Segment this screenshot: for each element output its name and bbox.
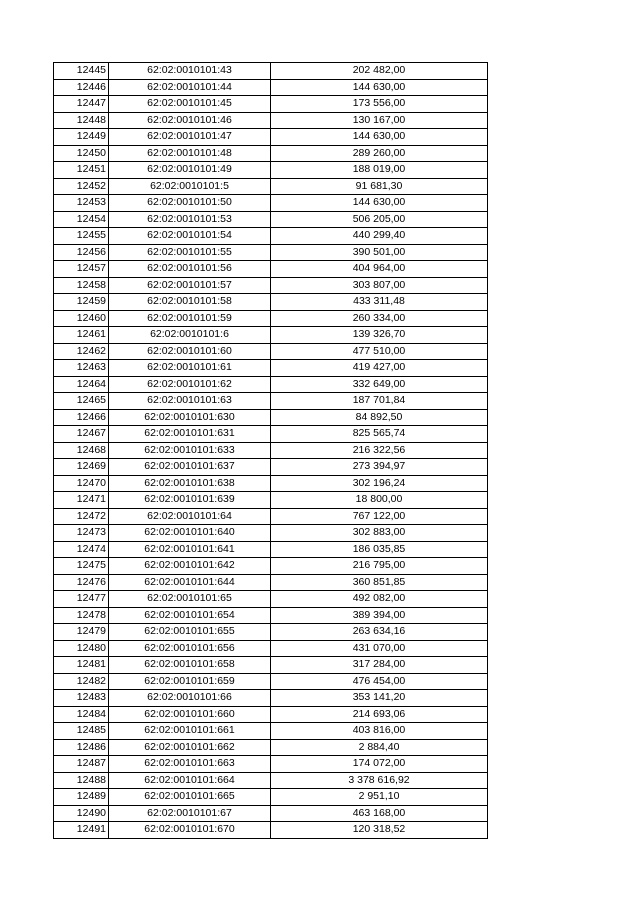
cadastral-number-cell: 62:02:0010101:57 <box>109 277 271 294</box>
table-row <box>54 690 488 707</box>
cadastral-number-cell: 62:02:0010101:64 <box>109 508 271 525</box>
row-number-cell: 12456 <box>54 244 109 261</box>
cadastral-number-cell: 62:02:0010101:43 <box>109 63 271 80</box>
table-row <box>54 723 488 740</box>
cadastral-number-cell: 62:02:0010101:66 <box>109 690 271 707</box>
row-number-cell: 12462 <box>54 343 109 360</box>
row-number-cell: 12473 <box>54 525 109 542</box>
cadastral-value-cell: 263 634,16 <box>271 624 488 641</box>
table-row <box>54 706 488 723</box>
table-row <box>54 393 488 410</box>
cadastral-number-cell: 62:02:0010101:631 <box>109 426 271 443</box>
cadastral-value-cell: 767 122,00 <box>271 508 488 525</box>
row-number-cell: 12455 <box>54 228 109 245</box>
row-number-cell: 12454 <box>54 211 109 228</box>
table-row <box>54 211 488 228</box>
row-number-cell: 12451 <box>54 162 109 179</box>
table-row <box>54 459 488 476</box>
table-row <box>54 607 488 624</box>
cadastral-value-cell: 188 019,00 <box>271 162 488 179</box>
cadastral-number-cell: 62:02:0010101:638 <box>109 475 271 492</box>
cadastral-number-cell: 62:02:0010101:659 <box>109 673 271 690</box>
table-row <box>54 739 488 756</box>
cadastral-value-cell: 216 795,00 <box>271 558 488 575</box>
cadastral-value-cell: 433 311,48 <box>271 294 488 311</box>
table-row <box>54 756 488 773</box>
cadastral-value-cell: 476 454,00 <box>271 673 488 690</box>
row-number-cell: 12447 <box>54 96 109 113</box>
cadastral-value-cell: 144 630,00 <box>271 79 488 96</box>
table-row <box>54 244 488 261</box>
table-row <box>54 789 488 806</box>
row-number-cell: 12480 <box>54 640 109 657</box>
row-number-cell: 12467 <box>54 426 109 443</box>
cadastral-value-cell: 477 510,00 <box>271 343 488 360</box>
table-row <box>54 657 488 674</box>
row-number-cell: 12475 <box>54 558 109 575</box>
table-row <box>54 673 488 690</box>
cadastral-number-cell: 62:02:0010101:654 <box>109 607 271 624</box>
cadastral-number-cell: 62:02:0010101:65 <box>109 591 271 608</box>
table-row <box>54 591 488 608</box>
row-number-cell: 12460 <box>54 310 109 327</box>
cadastral-number-cell: 62:02:0010101:664 <box>109 772 271 789</box>
cadastral-number-cell: 62:02:0010101:53 <box>109 211 271 228</box>
cadastral-value-cell: 463 168,00 <box>271 805 488 822</box>
row-number-cell: 12459 <box>54 294 109 311</box>
row-number-cell: 12463 <box>54 360 109 377</box>
row-number-cell: 12477 <box>54 591 109 608</box>
cadastral-number-cell: 62:02:0010101:48 <box>109 145 271 162</box>
row-number-cell: 12470 <box>54 475 109 492</box>
row-number-cell: 12485 <box>54 723 109 740</box>
cadastral-number-cell: 62:02:0010101:655 <box>109 624 271 641</box>
cadastral-value-cell: 186 035,85 <box>271 541 488 558</box>
cadastral-value-cell: 2 884,40 <box>271 739 488 756</box>
cadastral-number-cell: 62:02:0010101:661 <box>109 723 271 740</box>
cadastral-value-cell: 144 630,00 <box>271 129 488 146</box>
cadastral-value-cell: 289 260,00 <box>271 145 488 162</box>
cadastral-number-cell: 62:02:0010101:640 <box>109 525 271 542</box>
cadastral-value-cell: 403 816,00 <box>271 723 488 740</box>
cadastral-value-cell: 303 807,00 <box>271 277 488 294</box>
table-row <box>54 360 488 377</box>
row-number-cell: 12472 <box>54 508 109 525</box>
table-row <box>54 376 488 393</box>
table-row <box>54 277 488 294</box>
cadastral-value-cell: 2 951,10 <box>271 789 488 806</box>
cadastral-number-cell: 62:02:0010101:63 <box>109 393 271 410</box>
cadastral-value-cell: 492 082,00 <box>271 591 488 608</box>
cadastral-number-cell: 62:02:0010101:644 <box>109 574 271 591</box>
cadastral-value-cell: 302 883,00 <box>271 525 488 542</box>
cadastral-number-cell: 62:02:0010101:62 <box>109 376 271 393</box>
cadastral-number-cell: 62:02:0010101:59 <box>109 310 271 327</box>
cadastral-value-cell: 260 334,00 <box>271 310 488 327</box>
row-number-cell: 12464 <box>54 376 109 393</box>
cadastral-value-table <box>53 62 488 839</box>
cadastral-value-cell: 174 072,00 <box>271 756 488 773</box>
cadastral-number-cell: 62:02:0010101:630 <box>109 409 271 426</box>
cadastral-number-cell: 62:02:0010101:56 <box>109 261 271 278</box>
cadastral-number-cell: 62:02:0010101:61 <box>109 360 271 377</box>
cadastral-number-cell: 62:02:0010101:656 <box>109 640 271 657</box>
row-number-cell: 12490 <box>54 805 109 822</box>
table-row <box>54 805 488 822</box>
cadastral-value-cell: 18 800,00 <box>271 492 488 509</box>
cadastral-value-cell: 273 394,97 <box>271 459 488 476</box>
cadastral-value-cell: 332 649,00 <box>271 376 488 393</box>
table-row <box>54 508 488 525</box>
row-number-cell: 12483 <box>54 690 109 707</box>
row-number-cell: 12474 <box>54 541 109 558</box>
cadastral-value-cell: 173 556,00 <box>271 96 488 113</box>
row-number-cell: 12482 <box>54 673 109 690</box>
row-number-cell: 12471 <box>54 492 109 509</box>
cadastral-number-cell: 62:02:0010101:49 <box>109 162 271 179</box>
cadastral-number-cell: 62:02:0010101:60 <box>109 343 271 360</box>
row-number-cell: 12479 <box>54 624 109 641</box>
cadastral-value-cell: 404 964,00 <box>271 261 488 278</box>
cadastral-number-cell: 62:02:0010101:6 <box>109 327 271 344</box>
row-number-cell: 12484 <box>54 706 109 723</box>
cadastral-value-cell: 216 322,56 <box>271 442 488 459</box>
table-row <box>54 63 488 80</box>
row-number-cell: 12491 <box>54 822 109 839</box>
table-row <box>54 558 488 575</box>
cadastral-value-cell: 317 284,00 <box>271 657 488 674</box>
cadastral-value-cell: 202 482,00 <box>271 63 488 80</box>
table-row <box>54 492 488 509</box>
table-row <box>54 822 488 839</box>
cadastral-number-cell: 62:02:0010101:5 <box>109 178 271 195</box>
table-row <box>54 294 488 311</box>
row-number-cell: 12486 <box>54 739 109 756</box>
table-row <box>54 261 488 278</box>
table-row <box>54 772 488 789</box>
cadastral-number-cell: 62:02:0010101:660 <box>109 706 271 723</box>
table-row <box>54 178 488 195</box>
cadastral-number-cell: 62:02:0010101:58 <box>109 294 271 311</box>
cadastral-number-cell: 62:02:0010101:665 <box>109 789 271 806</box>
cadastral-value-cell: 120 318,52 <box>271 822 488 839</box>
table-row <box>54 112 488 129</box>
cadastral-value-cell: 139 326,70 <box>271 327 488 344</box>
cadastral-value-cell: 214 693,06 <box>271 706 488 723</box>
row-number-cell: 12488 <box>54 772 109 789</box>
cadastral-value-cell: 144 630,00 <box>271 195 488 212</box>
row-number-cell: 12457 <box>54 261 109 278</box>
cadastral-value-cell: 390 501,00 <box>271 244 488 261</box>
table-body <box>54 63 488 839</box>
row-number-cell: 12469 <box>54 459 109 476</box>
row-number-cell: 12452 <box>54 178 109 195</box>
table-row <box>54 574 488 591</box>
table-row <box>54 228 488 245</box>
cadastral-number-cell: 62:02:0010101:67 <box>109 805 271 822</box>
table-row <box>54 409 488 426</box>
row-number-cell: 12450 <box>54 145 109 162</box>
cadastral-value-cell: 506 205,00 <box>271 211 488 228</box>
table-row <box>54 162 488 179</box>
table-row <box>54 525 488 542</box>
table-row <box>54 327 488 344</box>
cadastral-number-cell: 62:02:0010101:45 <box>109 96 271 113</box>
cadastral-number-cell: 62:02:0010101:662 <box>109 739 271 756</box>
cadastral-value-cell: 431 070,00 <box>271 640 488 657</box>
cadastral-value-cell: 825 565,74 <box>271 426 488 443</box>
row-number-cell: 12445 <box>54 63 109 80</box>
table-row <box>54 640 488 657</box>
row-number-cell: 12446 <box>54 79 109 96</box>
row-number-cell: 12468 <box>54 442 109 459</box>
cadastral-number-cell: 62:02:0010101:639 <box>109 492 271 509</box>
cadastral-number-cell: 62:02:0010101:642 <box>109 558 271 575</box>
table-row <box>54 624 488 641</box>
cadastral-number-cell: 62:02:0010101:55 <box>109 244 271 261</box>
table-row <box>54 541 488 558</box>
cadastral-number-cell: 62:02:0010101:658 <box>109 657 271 674</box>
cadastral-value-cell: 302 196,24 <box>271 475 488 492</box>
cadastral-value-cell: 353 141,20 <box>271 690 488 707</box>
row-number-cell: 12449 <box>54 129 109 146</box>
cadastral-number-cell: 62:02:0010101:54 <box>109 228 271 245</box>
row-number-cell: 12461 <box>54 327 109 344</box>
cadastral-number-cell: 62:02:0010101:670 <box>109 822 271 839</box>
cadastral-value-cell: 419 427,00 <box>271 360 488 377</box>
cadastral-number-cell: 62:02:0010101:637 <box>109 459 271 476</box>
table-row <box>54 442 488 459</box>
table-row <box>54 96 488 113</box>
row-number-cell: 12476 <box>54 574 109 591</box>
cadastral-value-cell: 360 851,85 <box>271 574 488 591</box>
row-number-cell: 12448 <box>54 112 109 129</box>
table-row <box>54 426 488 443</box>
cadastral-number-cell: 62:02:0010101:44 <box>109 79 271 96</box>
cadastral-value-cell: 3 378 616,92 <box>271 772 488 789</box>
table-row <box>54 310 488 327</box>
cadastral-number-cell: 62:02:0010101:47 <box>109 129 271 146</box>
cadastral-number-cell: 62:02:0010101:641 <box>109 541 271 558</box>
table-row <box>54 129 488 146</box>
row-number-cell: 12453 <box>54 195 109 212</box>
cadastral-number-cell: 62:02:0010101:46 <box>109 112 271 129</box>
row-number-cell: 12465 <box>54 393 109 410</box>
cadastral-number-cell: 62:02:0010101:633 <box>109 442 271 459</box>
cadastral-value-cell: 130 167,00 <box>271 112 488 129</box>
cadastral-value-cell: 91 681,30 <box>271 178 488 195</box>
cadastral-value-cell: 187 701,84 <box>271 393 488 410</box>
row-number-cell: 12458 <box>54 277 109 294</box>
row-number-cell: 12489 <box>54 789 109 806</box>
table-row <box>54 145 488 162</box>
cadastral-number-cell: 62:02:0010101:663 <box>109 756 271 773</box>
cadastral-value-cell: 84 892,50 <box>271 409 488 426</box>
table-row <box>54 475 488 492</box>
cadastral-number-cell: 62:02:0010101:50 <box>109 195 271 212</box>
row-number-cell: 12481 <box>54 657 109 674</box>
row-number-cell: 12466 <box>54 409 109 426</box>
row-number-cell: 12478 <box>54 607 109 624</box>
cadastral-value-cell: 440 299,40 <box>271 228 488 245</box>
cadastral-value-cell: 389 394,00 <box>271 607 488 624</box>
table-row <box>54 195 488 212</box>
table-row <box>54 343 488 360</box>
table-row <box>54 79 488 96</box>
row-number-cell: 12487 <box>54 756 109 773</box>
